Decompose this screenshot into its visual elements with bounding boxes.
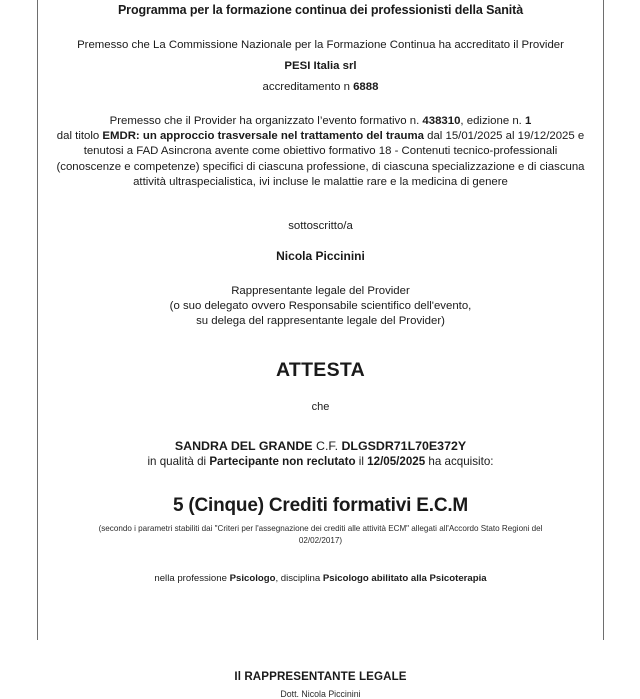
event-title-prefix: dal titolo (56, 130, 103, 143)
participant-name: SANDRA DEL GRANDE (174, 438, 313, 453)
profession-line (56, 573, 585, 584)
che-label: che (311, 400, 330, 413)
accreditation-number-label: accreditamento n (262, 80, 354, 93)
signatory-name: Nicola Piccinini (276, 249, 365, 264)
qualification-prefix: in qualità di (147, 455, 210, 469)
event-title: EMDR: un approccio trasversale nel trattamento del trauma (102, 130, 424, 143)
credits-fineprint-line-2: 02/02/2017) (298, 536, 343, 546)
accreditation-number: 6888 (353, 80, 379, 93)
accreditation-number-line (56, 80, 585, 95)
qualification-date: 12/05/2025 (367, 455, 426, 469)
qualification-role: Partecipante non reclutato (209, 455, 356, 469)
event-number-line (56, 114, 585, 129)
qualification-date-prefix: il (355, 455, 368, 469)
discipline-name: Psicologo abilitato alla Psicoterapia (322, 572, 487, 584)
signatory-role-line-3: su delega del rappresentante legale del Provider) (196, 315, 445, 328)
event-description (56, 129, 585, 190)
profession-prefix: nella professione (154, 572, 230, 584)
accreditation-intro: Premesso che La Commissione Nazionale per la Formazione Continua ha accreditato il Provider (77, 38, 564, 51)
credits-fineprint-line-1: (secondo i parametri stabiliti dai "Criteri per l'assegnazione dei crediti alle attività ECM" allegati all'Accordo Stato Regioni del (98, 523, 543, 533)
event-number: 438310 (422, 115, 461, 128)
qualification-suffix: ha acquisito: (425, 455, 494, 469)
participant-line (56, 438, 585, 455)
discipline-prefix: , disciplina (275, 572, 323, 584)
qualification-line (56, 454, 585, 470)
edition-number: 1 (525, 115, 532, 128)
event-details: dal 15/01/2025 al 19/12/2025 e tenutosi a FAD Asincrona avente come obiettivo formativo 18 - Contenuti tecnico-professionali (conoscenze e competenze) specifici di ciascuna professione, di ciascuna specializzazione e di ciascuna attività ultraspecialistica, ivi incluse le malattie rare e la medicina di genere (56, 130, 585, 188)
edition-label: , edizione n. (460, 115, 526, 128)
certificate-page (37, 0, 604, 699)
event-intro-text: Premesso che il Provider ha organizzato l’evento formativo n. (109, 115, 423, 128)
provider-name: PESI Italia srl (284, 59, 357, 72)
subscribed-label: sottoscritto/a (288, 219, 353, 232)
fiscal-code-label: C.F. (312, 438, 342, 453)
representative-name: Dott. Nicola Piccinini (280, 688, 361, 699)
certificate-content (38, 3, 603, 699)
attesta-heading: ATTESTA (275, 358, 366, 381)
profession-name: Psicologo (229, 572, 276, 584)
representative-title: Il RAPPRESENTANTE LEGALE (234, 669, 407, 683)
fiscal-code: DLGSDR71L70E372Y (341, 438, 467, 453)
page-title: Programma per la formazione continua dei professionisti della Sanità (117, 3, 524, 17)
signatory-role-line-2: (o suo delegato ovvero Responsabile scientifico dell'evento, (169, 300, 472, 313)
credits-amount: 5 (Cinque) Crediti formativi E.C.M (172, 494, 469, 516)
signatory-role-line-1: Rappresentante legale del Provider (231, 285, 410, 298)
